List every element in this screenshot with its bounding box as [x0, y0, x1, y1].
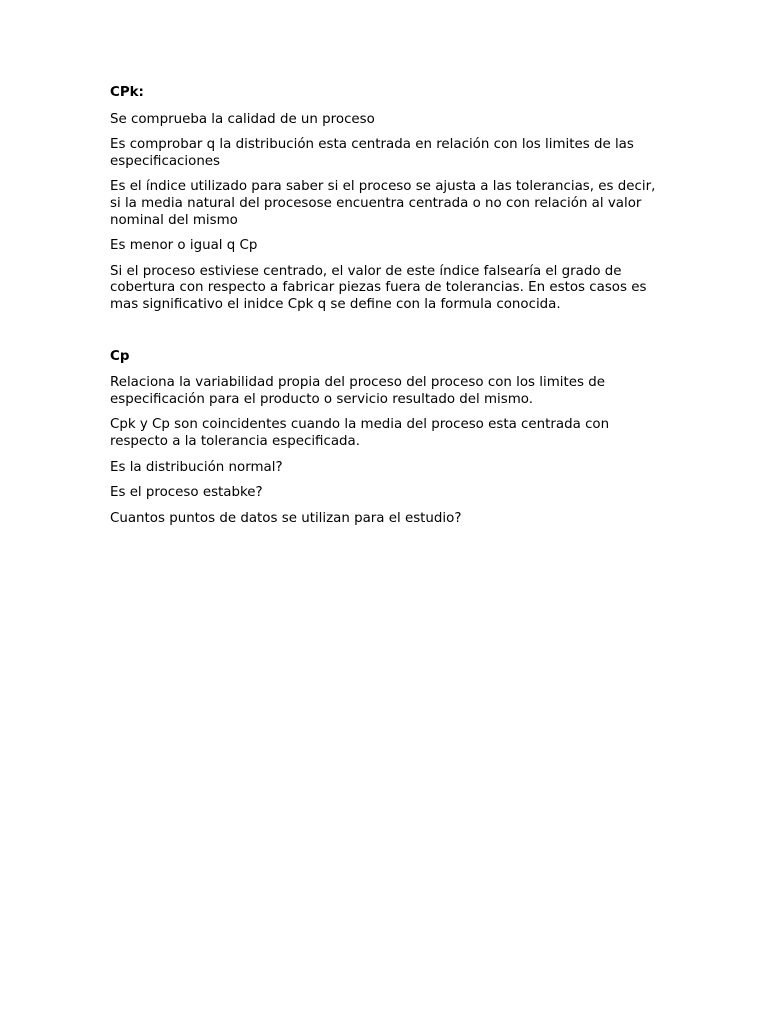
cp-paragraph-4: Es el proceso estabke?: [110, 485, 263, 501]
cpk-paragraph-2: Es comprobar q la distribución esta centrada en relación con los limites de las especificaciones: [110, 137, 634, 169]
section-spacer: [110, 323, 670, 349]
document-page: [110, 85, 670, 536]
cp-heading: Cp: [110, 348, 130, 364]
cpk-paragraph-4: Es menor o igual q Cp: [110, 238, 258, 254]
cpk-heading: CPk:: [110, 85, 144, 100]
cp-paragraph-5: Cuantos puntos de datos se utilizan para el estudio?: [110, 510, 462, 526]
cpk-paragraph-3: Es el índice utilizado para saber si el proceso se ajusta a las tolerancias, es decir, si la media natural del procesose encuentra centrada o no con relación al valor nominal del mismo: [110, 179, 656, 228]
cpk-paragraph-1: Se comprueba la calidad de un proceso: [110, 111, 375, 127]
cp-paragraph-3: Es la distribución normal?: [110, 459, 283, 475]
cpk-paragraph-5: Si el proceso estiviese centrado, el valor de este índice falsearía el grado de cobertura con respecto a fabricar piezas fuera de tolerancias. En estos casos es mas significativo el inidce Cpk q se define con la formula conocida.: [110, 263, 647, 312]
cp-paragraph-1: Relaciona la variabilidad propia del proceso del proceso con los limites de especificación para el producto o servicio resultado del mismo.: [110, 375, 605, 407]
cp-paragraph-2: Cpk y Cp son coincidentes cuando la media del proceso esta centrada con respecto a la tolerancia especificada.: [110, 417, 610, 449]
